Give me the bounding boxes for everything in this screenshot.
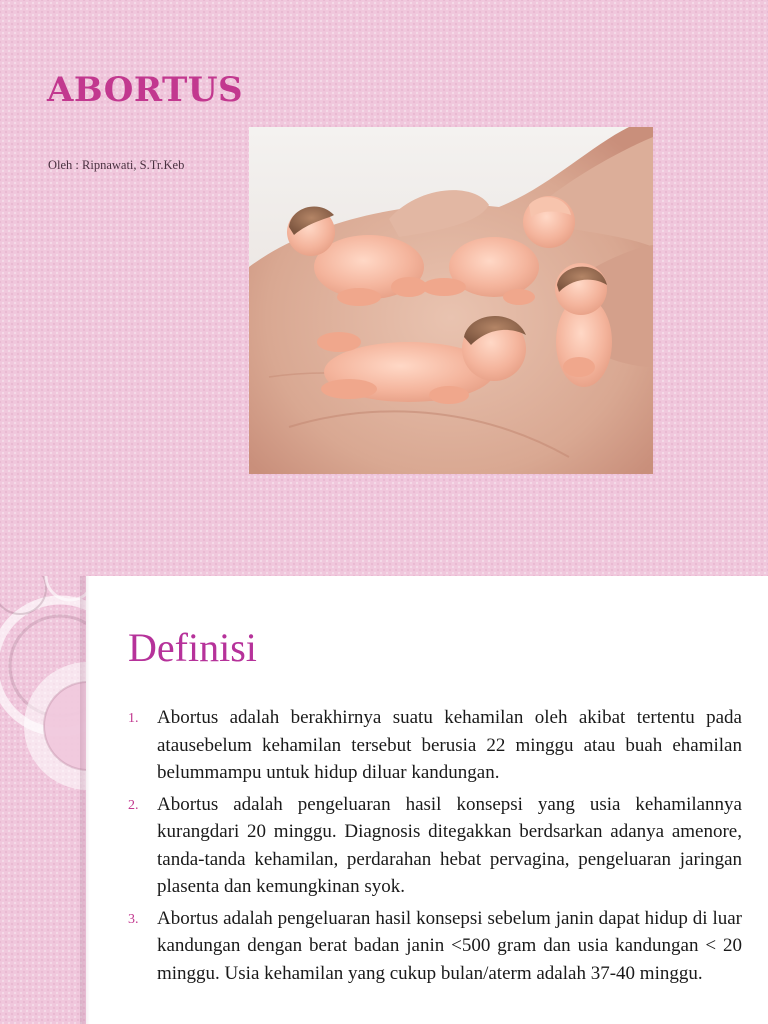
list-item — [128, 704, 742, 787]
list-number: 3. — [128, 911, 139, 927]
fetus-model-3 — [555, 263, 612, 387]
decorative-side-panel — [0, 576, 86, 1024]
definition-list — [128, 704, 742, 991]
decorative-circles — [0, 576, 86, 1024]
list-number: 2. — [128, 797, 139, 813]
list-item-text: Abortus adalah pengeluaran hasil konsepsi yang usia kehamilannya kurangdari 20 minggu. Diagnosis ditegakkan berdsarkan adanya amenore, tanda-tanda kehamilan, perdarahan hebat pervagina, pengeluaran jaringan plasenta dan kemungkinan syok. — [157, 793, 742, 897]
list-number: 1. — [128, 711, 139, 726]
panel-shadow — [80, 576, 90, 1024]
fetus-models-on-hand-photo — [249, 127, 653, 474]
section-heading: Definisi — [128, 625, 257, 670]
author-line: Oleh : Ripnawati, S.Tr.Keb — [48, 158, 185, 172]
list-item — [128, 905, 742, 988]
slide-title: ABORTUS — [47, 70, 244, 110]
list-item-text: Abortus adalah pengeluaran hasil konsepsi sebelum janin dapat hidup di luar kandungan dengan berat badan janin <500 gram dan usia kandungan < 20 minggu. Usia kehamilan yang cukup bulan/aterm adalah 37-40 minggu. — [157, 907, 742, 984]
list-item — [128, 791, 742, 901]
photo-illustration — [249, 127, 653, 474]
list-item-text: Abortus adalah berakhirnya suatu kehamilan oleh akibat tertentu pada atausebelum kehamilan tersebut berusia 22 minggu atau buah ehamilan belummampu untuk hidup diluar kandungan. — [157, 707, 742, 783]
